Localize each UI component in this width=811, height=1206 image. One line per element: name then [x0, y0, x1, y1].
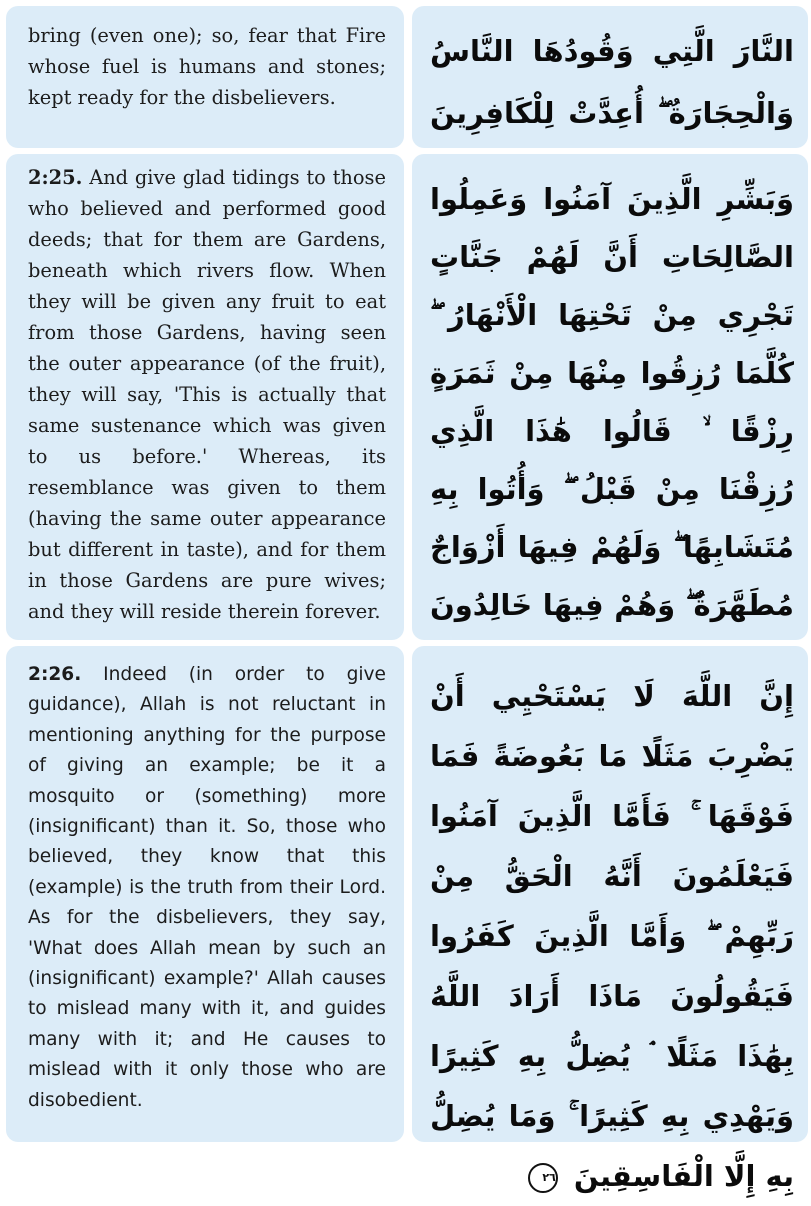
translation-text: bring (even one); so, fear that Fire whose fuel is humans and stones; kept ready for the disbelievers.: [28, 24, 386, 109]
ayah-end-marker: ٢٦: [528, 1163, 558, 1193]
arabic-panel-2: [412, 154, 808, 640]
translation-text: Indeed (in order to give guidance), Allah is not reluctant in mentioning anything for the purpose of giving an example; be it a mosquito or (something) more (insignificant) than it. So, those who believed, they know that this (example) is the truth from their Lord. As for the disbelievers, they say, 'What does Allah mean by such an (insignificant) example?' Allah causes to mislead many with it, and guides many with it; and He causes to mislead with it only those who are disobedient.: [28, 664, 386, 1111]
translation-panel-1: [6, 6, 404, 148]
translation-panel-2: [6, 154, 404, 640]
verse-number: 2:25.: [28, 166, 83, 189]
translation-panel-3: [6, 646, 404, 1142]
verse-number: 2:26.: [28, 664, 82, 685]
arabic-panel-3: [412, 646, 808, 1193]
arabic-panel-1: [412, 6, 808, 148]
arabic-verse-text: النَّارَ الَّتِي وَقُودُهَا النَّاسُ وَالْحِجَارَةُ ۖ أُعِدَّتْ لِلْكَافِرِينَ: [430, 34, 794, 130]
translation-text: And give glad tidings to those who believed and performed good deeds; that for them are Gardens, beneath which rivers flow. When they will be given any fruit to eat from those Gardens, having seen the outer appearance (of the fruit), they will say, 'This is actually that same sustenance which was given to us before.' Whereas, its resemblance was given to them (having the same outer appearance but different in taste), and for them in those Gardens are pure wives; and they will reside therein forever.: [28, 166, 386, 623]
arabic-verse-text: إِنَّ اللَّهَ لَا يَسْتَحْيِي أَنْ يَضْرِبَ مَثَلًا مَا بَعُوضَةً فَمَا فَوْقَهَا ۚ فَأَمَّا الَّذِينَ آمَنُوا فَيَعْلَمُونَ أَنَّهُ الْحَقُّ مِنْ رَبِّهِمْ ۖ وَأَمَّا الَّذِينَ كَفَرُوا فَيَقُولُونَ مَاذَا أَرَادَ اللَّهُ بِهَٰذَا مَثَلًا ۘ يُضِلُّ بِهِ كَثِيرًا وَيَهْدِي بِهِ كَثِيرًا ۚ وَمَا يُضِلُّ بِهِ إِلَّا الْفَاسِقِينَ: [430, 679, 794, 1193]
arabic-verse-text: وَبَشِّرِ الَّذِينَ آمَنُوا وَعَمِلُوا الصَّالِحَاتِ أَنَّ لَهُمْ جَنَّاتٍ تَجْرِي مِنْ تَحْتِهَا الْأَنْهَارُ ۖ كُلَّمَا رُزِقُوا مِنْهَا مِنْ ثَمَرَةٍ رِزْقًا ۙ قَالُوا هَٰذَا الَّذِي رُزِقْنَا مِنْ قَبْلُ ۖ وَأُتُوا بِهِ مُتَشَابِهًا ۖ وَلَهُمْ فِيهَا أَزْوَاجٌ مُطَهَّرَةٌ ۖ وَهُمْ فِيهَا خَالِدُونَ: [430, 182, 794, 622]
